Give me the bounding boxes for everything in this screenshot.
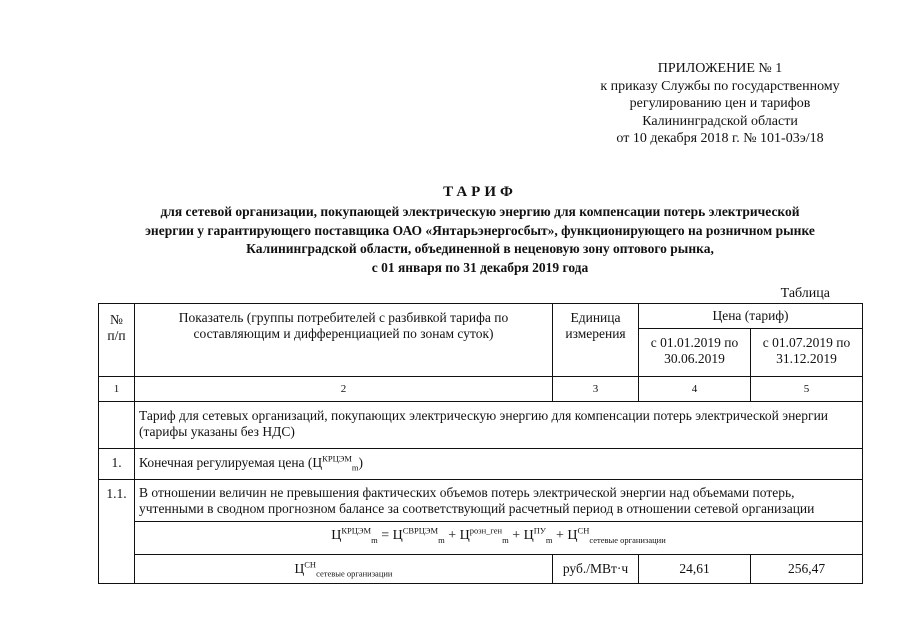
- header-row: [99, 304, 863, 329]
- col-number: 4: [639, 377, 751, 402]
- col-number: 1: [99, 377, 135, 402]
- col-number: 5: [751, 377, 863, 402]
- appendix-line: к приказу Службы по государственному: [600, 78, 840, 94]
- formula-sub: m: [371, 534, 378, 545]
- formula-sup: ПУ: [533, 525, 546, 536]
- header-indicator: Показатель (группы потребителей с разбивкой тарифа по составляющим и дифференциацией по зонам суток): [135, 304, 553, 377]
- row-label-close: ): [358, 455, 364, 470]
- row-label: [135, 449, 863, 480]
- value-period-2: 256,47: [751, 555, 863, 584]
- tariff-table: [98, 303, 863, 584]
- title-line: энергии у гарантирующего поставщика ОАО «Янтарьэнергосбыт», функционирующего на розничном рынке: [145, 222, 815, 238]
- col-number: 2: [135, 377, 553, 402]
- appendix-line: Калининградской области: [642, 113, 798, 129]
- appendix-date: от 10 декабря 2018 г. № 101-03э/18: [616, 131, 824, 146]
- title-description: [90, 203, 870, 277]
- price-formula: $Ц^{КРЦЭМ}_m = Ц^{СВРЦЭМ}_m + Ц^{розн\_ген}_m + Ц^{ПУ}_m + Ц^{СН}_{сетевые организации}$: [135, 522, 863, 555]
- unit-cell: руб./МВт·ч: [553, 555, 639, 584]
- symbol-sub: сетевые организации: [316, 568, 393, 579]
- row-number: 1.: [99, 449, 135, 480]
- section-row: [99, 402, 863, 449]
- title-line: с 01 января по 31 декабря 2019 года: [371, 259, 589, 275]
- symbol-sup: СН: [304, 559, 317, 570]
- empty-cell: [99, 402, 135, 449]
- data-row: [99, 555, 863, 584]
- title-heading: ТАРИФ: [443, 184, 517, 200]
- table-caption: Таблица: [780, 286, 830, 301]
- appendix-line: регулированию цен и тарифов: [629, 96, 811, 111]
- header-num: № п/п: [99, 304, 135, 377]
- formula-sup: розн_ген: [469, 525, 503, 536]
- formula-sub: m: [502, 534, 509, 545]
- row-label-text: Конечная регулируемая цена (Ц: [139, 455, 323, 470]
- header-period-1: с 01.01.2019 по 30.06.2019: [639, 329, 751, 377]
- formula-sub: сетевые организации: [589, 534, 666, 545]
- formula-sup: СВРЦЭМ: [402, 525, 439, 536]
- header-unit: Единица измерения: [553, 304, 639, 377]
- section-title: Тариф для сетевых организаций, покупающих электрическую энергию для компенсации потерь электрической энергии (тарифы указаны без НДС): [135, 402, 863, 449]
- appendix-block: [560, 60, 880, 148]
- appendix-title: ПРИЛОЖЕНИЕ № 1: [657, 61, 783, 76]
- row-number: 1.1.: [99, 480, 135, 584]
- table-row: [99, 449, 863, 480]
- value-period-1: 24,61: [639, 555, 751, 584]
- formula-row: [99, 522, 863, 555]
- formula-sup: КРЦЭМ: [341, 525, 372, 536]
- title-line: Калининградской области, объединенной в неценовую зону оптового рынка,: [246, 241, 714, 256]
- row-label: В отношении величин не превышения фактических объемов потерь электрической энергии над объемами потерь, учтенными в сводном прогнозном балансе за соответствующий расчетный период в отношении сетевой организации: [135, 480, 863, 522]
- row-label-sub: m: [351, 462, 359, 473]
- tariff-symbol: $Ц^{СН}_{сетевые организации}$: [135, 555, 553, 584]
- row-label-sup: КРЦЭМ: [322, 453, 352, 464]
- header-price: Цена (тариф): [639, 304, 863, 329]
- formula-sub: m: [438, 534, 445, 545]
- header-period-2: с 01.07.2019 по 31.12.2019: [751, 329, 863, 377]
- table-row: [99, 480, 863, 522]
- col-number: 3: [553, 377, 639, 402]
- title-line: для сетевой организации, покупающей электрическую энергию для компенсации потерь электрической: [160, 204, 800, 219]
- column-number-row: [99, 377, 863, 402]
- formula-sub: m: [545, 534, 553, 545]
- formula-sup: СН: [577, 525, 590, 536]
- document-title: [90, 182, 870, 277]
